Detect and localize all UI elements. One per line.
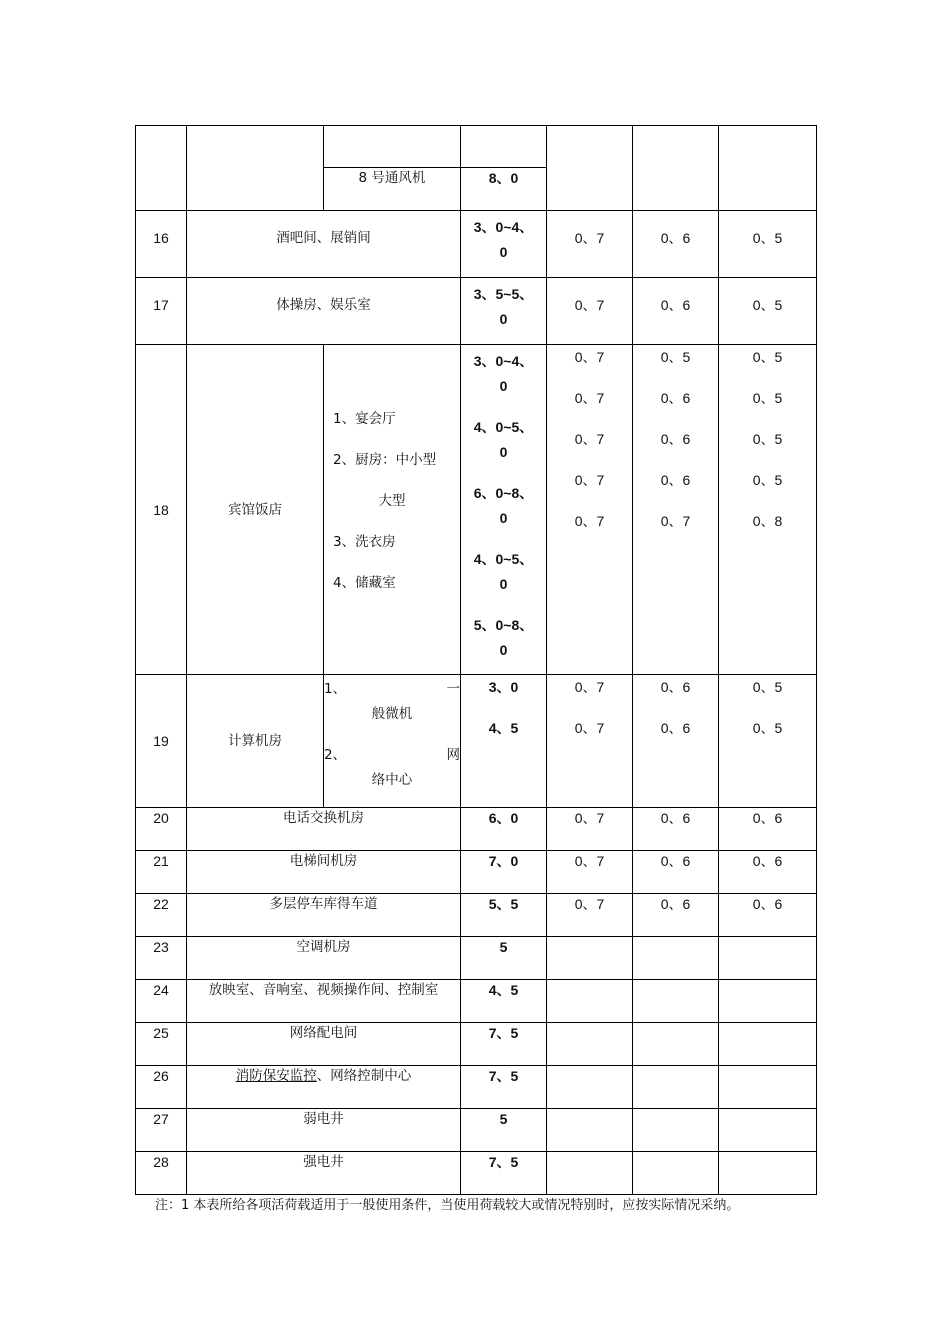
value-line: 0、6: [660, 720, 691, 736]
table-row: [136, 1152, 817, 1195]
load-line: 0: [499, 244, 508, 260]
table-row: [136, 345, 817, 675]
value-line: 0、5: [752, 720, 783, 736]
value-line: 0、5: [752, 431, 783, 447]
cell-items: [324, 345, 461, 675]
table-note: 注：1 本表所给各项活荷载适用于一般使用条件，当使用荷载较大或情况特别时，应按实际情况采纳。: [155, 1198, 740, 1213]
cell-c2: 0、6: [633, 808, 719, 851]
value-line: 0、6: [660, 431, 691, 447]
load-line: 4、0~5、: [473, 419, 534, 435]
cell-name: 宾馆饭店: [187, 345, 324, 675]
cell-c3: 0、6: [719, 808, 817, 851]
cell-c3: 0、6: [719, 851, 817, 894]
cell-c2: [633, 345, 719, 675]
cell-sub: 8 号通风机: [324, 168, 461, 211]
cell-name: 弱电井: [187, 1109, 461, 1152]
table-row: [136, 675, 817, 808]
value-line: 0、7: [574, 431, 605, 447]
cell-load: 7、5: [461, 1066, 547, 1109]
cell-c2: [633, 980, 719, 1023]
cell-c2: [633, 1109, 719, 1152]
cell-name: 电话交换机房: [187, 808, 461, 851]
value-line: 0、7: [574, 513, 605, 529]
value-line: 0、7: [660, 513, 691, 529]
load-line: 0: [499, 576, 508, 592]
cell-items: [324, 675, 461, 808]
cell-load: 7、0: [461, 851, 547, 894]
cell-name: 电梯间机房: [187, 851, 461, 894]
cell-c1: [547, 126, 633, 211]
cell-name: 强电井: [187, 1152, 461, 1195]
cell-c1: 0、7: [547, 808, 633, 851]
cell-c3: [719, 126, 817, 211]
cell-load: 4、5: [461, 980, 547, 1023]
cell-no: 26: [136, 1066, 187, 1109]
cell-loads: [461, 675, 547, 808]
item-line: 3、洗衣房: [333, 534, 396, 550]
cell-name: 多层停车库得车道: [187, 894, 461, 937]
table-row: [136, 851, 817, 894]
value-line: 0、7: [574, 720, 605, 736]
value-line: 0、6: [660, 472, 691, 488]
cell-c2: 0、6: [633, 278, 719, 345]
cell-c1: [547, 345, 633, 675]
cell-c2: [633, 1066, 719, 1109]
table-row: [136, 126, 817, 168]
cell-name: [187, 1066, 461, 1109]
value-line: 0、6: [660, 679, 691, 695]
cell-no: 21: [136, 851, 187, 894]
value-line: 0、5: [752, 390, 783, 406]
table-row: [136, 894, 817, 937]
value-line: 0、5: [660, 349, 691, 365]
cell-c1: [547, 1152, 633, 1195]
load-line: 0: [499, 642, 508, 658]
load-line: 4、5: [488, 720, 519, 736]
cell-c3: 0、5: [719, 211, 817, 278]
cell-no: 16: [136, 211, 187, 278]
item-line: [324, 743, 460, 768]
load-line: 3、0~4、: [473, 353, 534, 369]
cell-load: 7、5: [461, 1152, 547, 1195]
cell-c1: 0、7: [547, 851, 633, 894]
cell-c2: 0、6: [633, 851, 719, 894]
cell-c3: 0、5: [719, 278, 817, 345]
cell-c1: [547, 675, 633, 808]
cell-name: 空调机房: [187, 937, 461, 980]
cell-c2: [633, 675, 719, 808]
cell-no: 23: [136, 937, 187, 980]
table-row: [136, 1109, 817, 1152]
cell-no: 25: [136, 1023, 187, 1066]
load-line: 0: [499, 444, 508, 460]
item-tail: 一: [446, 681, 460, 697]
table-row: [136, 211, 817, 278]
cell-name: [187, 126, 324, 211]
name-rest: 、网络控制中心: [316, 1068, 412, 1084]
item-line: 2、厨房：中小型: [333, 452, 437, 468]
cell-name: 计算机房: [187, 675, 324, 808]
cell-name: 放映室、音响室、视频操作间、控制室: [187, 980, 461, 1023]
table-row: [136, 1023, 817, 1066]
value-line: 0、5: [752, 472, 783, 488]
cell-no: 18: [136, 345, 187, 675]
cell-name: 体操房、娱乐室: [187, 278, 461, 345]
cell-c1: 0、7: [547, 211, 633, 278]
cell-c3: [719, 937, 817, 980]
cell-load: [461, 278, 547, 345]
value-line: 0、7: [574, 349, 605, 365]
cell-c3: [719, 675, 817, 808]
cell-no: 28: [136, 1152, 187, 1195]
cell-c1: 0、7: [547, 894, 633, 937]
cell-no: 20: [136, 808, 187, 851]
load-line: 4、0~5、: [473, 551, 534, 567]
cell-c3: [719, 1109, 817, 1152]
table-row: [136, 1066, 817, 1109]
item-tail: 网: [446, 747, 460, 763]
value-line: 0、5: [752, 679, 783, 695]
item-line: 大型: [378, 493, 406, 509]
table-row: [136, 278, 817, 345]
cell-name: 网络配电间: [187, 1023, 461, 1066]
underlined-text: 消防保安监控: [235, 1068, 317, 1084]
cell-c3: 0、6: [719, 894, 817, 937]
load-line: 0: [499, 378, 508, 394]
load-line: 5、0~8、: [473, 617, 534, 633]
item-prefix: 2、: [324, 747, 347, 763]
load-line: 3、5~5、: [473, 286, 534, 302]
item-line: 般微机: [371, 706, 413, 722]
cell-load: 5: [461, 1109, 547, 1152]
cell-c1: [547, 1066, 633, 1109]
value-line: 0、7: [574, 390, 605, 406]
cell-c2: [633, 1023, 719, 1066]
table-row: [136, 937, 817, 980]
item-line: 1、宴会厅: [333, 411, 396, 427]
cell-load-empty: [461, 126, 547, 168]
item-line: 4、储藏室: [333, 575, 396, 591]
cell-sub-empty: [324, 126, 461, 168]
cell-no: 19: [136, 675, 187, 808]
item-prefix: 1、: [324, 681, 347, 697]
cell-c2: 0、6: [633, 211, 719, 278]
cell-no: 24: [136, 980, 187, 1023]
value-line: 0、7: [574, 472, 605, 488]
live-load-table: [135, 125, 817, 1195]
cell-name: 酒吧间、展销间: [187, 211, 461, 278]
cell-c3: [719, 345, 817, 675]
cell-load: 5: [461, 937, 547, 980]
cell-c1: [547, 1109, 633, 1152]
cell-load: 5、5: [461, 894, 547, 937]
cell-load: 7、5: [461, 1023, 547, 1066]
cell-c3: [719, 980, 817, 1023]
value-line: 0、7: [574, 679, 605, 695]
value-line: 0、8: [752, 513, 783, 529]
table-row: [136, 980, 817, 1023]
value-line: 0、6: [660, 390, 691, 406]
load-line: 3、0~4、: [473, 219, 534, 235]
cell-c1: [547, 980, 633, 1023]
cell-c3: [719, 1023, 817, 1066]
cell-c1: [547, 1023, 633, 1066]
cell-c2: [633, 1152, 719, 1195]
table-row: [136, 808, 817, 851]
cell-c3: [719, 1066, 817, 1109]
load-line: 0: [499, 311, 508, 327]
cell-c1: 0、7: [547, 278, 633, 345]
item-line: 络中心: [371, 772, 413, 788]
cell-c2: 0、6: [633, 894, 719, 937]
cell-c3: [719, 1152, 817, 1195]
cell-c1: [547, 937, 633, 980]
cell-c2: [633, 937, 719, 980]
cell-no: 17: [136, 278, 187, 345]
cell-load: 6、0: [461, 808, 547, 851]
cell-no: [136, 126, 187, 211]
load-line: 0: [499, 510, 508, 526]
cell-no: 22: [136, 894, 187, 937]
cell-loads: [461, 345, 547, 675]
item-line: [324, 677, 460, 702]
cell-c2: [633, 126, 719, 211]
load-line: 3、0: [488, 679, 519, 695]
cell-load: 8、0: [461, 168, 547, 211]
cell-load: [461, 211, 547, 278]
cell-no: 27: [136, 1109, 187, 1152]
value-line: 0、5: [752, 349, 783, 365]
load-line: 6、0~8、: [473, 485, 534, 501]
